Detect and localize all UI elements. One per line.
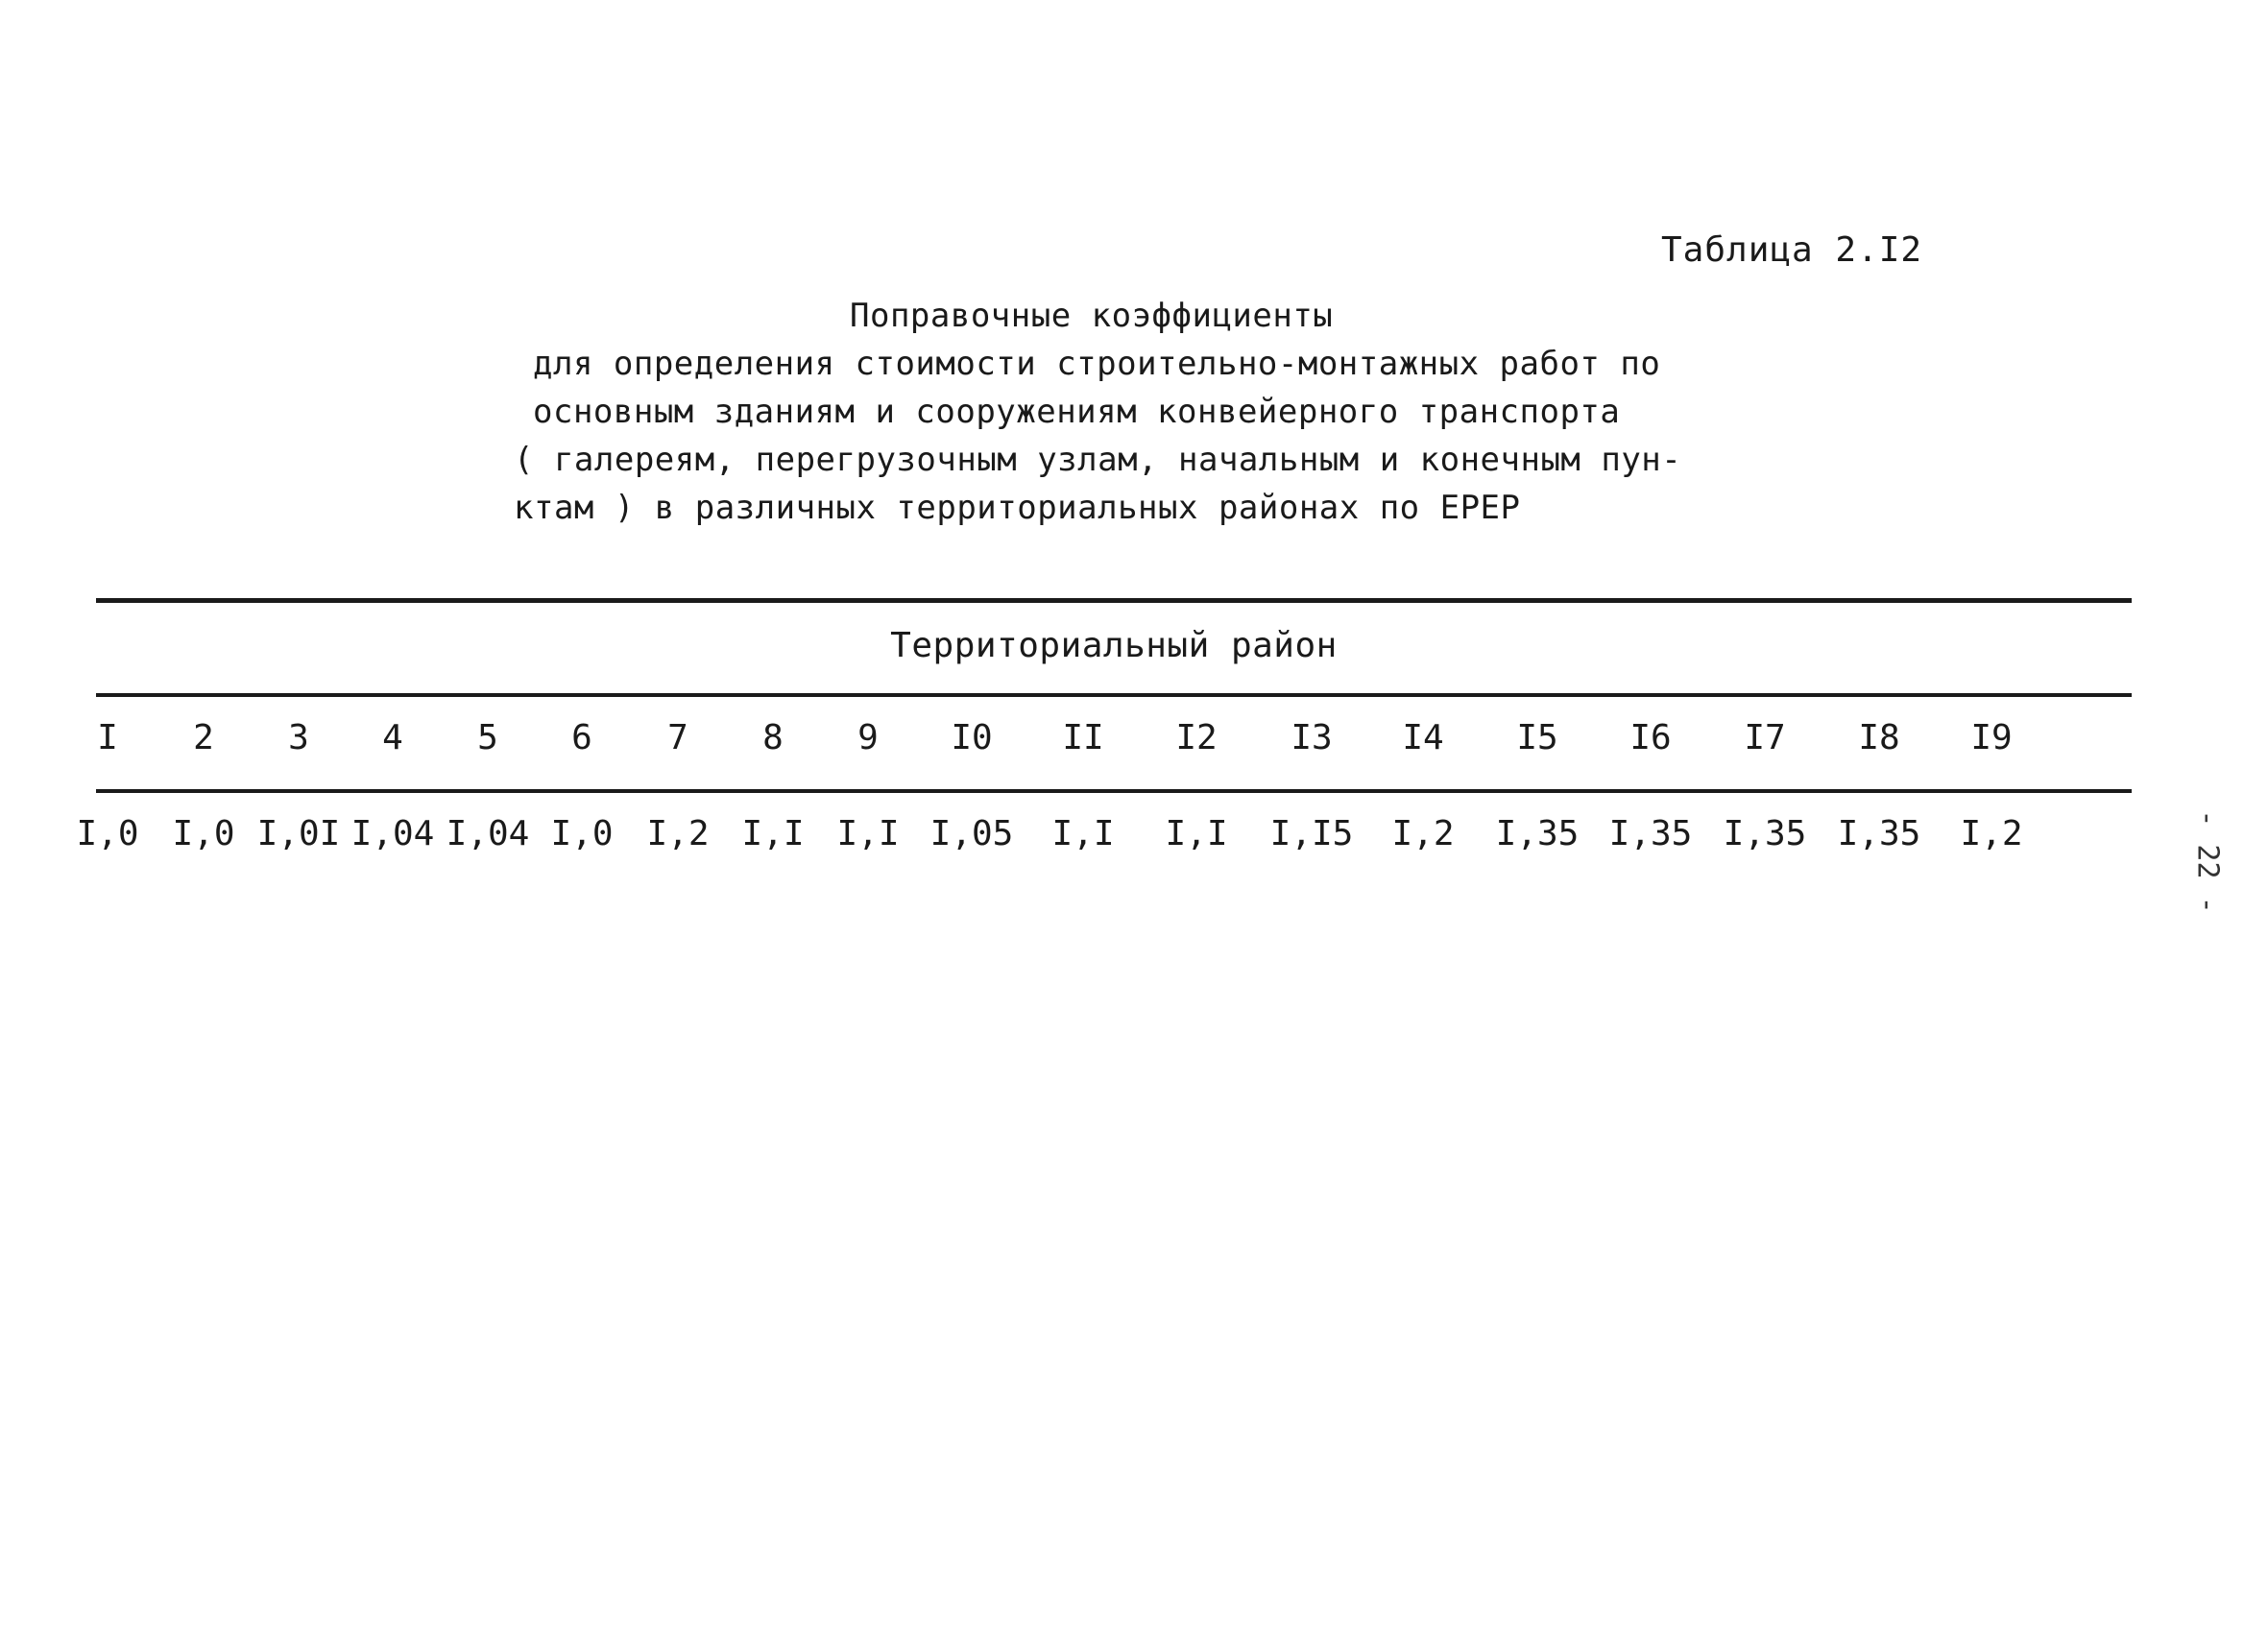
title-line-4: ( галереям, перегрузочным узлам, начальным и конечным пун- [514,441,1682,479]
coefficient-cell: I,2 [1391,814,1455,853]
title-line-3: основным зданиям и сооружениям конвейерного транспорта [533,393,1621,431]
column-header: 6 [571,718,592,757]
coefficient-cell: I,I [1051,814,1115,853]
page-number: - 22 - [2190,809,2225,914]
table-group-header: Территориальный район [890,626,1338,665]
table-label: Таблица 2.I2 [1661,230,1923,270]
coefficient-cell: I,I5 [1269,814,1354,853]
column-header: 2 [193,718,214,757]
column-header: I8 [1858,718,1900,757]
coefficient-cell: I,35 [1495,814,1580,853]
coefficient-cell: I,2 [646,814,710,853]
column-header: 7 [667,718,688,757]
title-line-1: Поправочные коэффициенты [850,297,1334,335]
column-header: I [97,718,118,757]
coefficient-cell: I,I [741,814,805,853]
column-header: I7 [1744,718,1786,757]
column-header: I5 [1516,718,1558,757]
column-header: 4 [382,718,403,757]
column-header: 3 [288,718,309,757]
coefficient-cell: I,2 [1960,814,2023,853]
coefficient-cell: I,I [1165,814,1228,853]
coefficient-cell: I,04 [350,814,435,853]
column-header: 5 [477,718,498,757]
column-header: I4 [1402,718,1444,757]
column-header: I3 [1291,718,1333,757]
coefficient-cell: I,0I [256,814,341,853]
coefficient-cell: I,35 [1837,814,1921,853]
column-header: 9 [857,718,879,757]
column-header: I6 [1629,718,1672,757]
title-line-5: ктам ) в различных территориальных районах по ЕРЕР [514,489,1521,527]
column-header: 8 [762,718,784,757]
coefficient-cell: I,05 [929,814,1014,853]
column-header: I0 [951,718,993,757]
coefficient-cell: I,35 [1723,814,1807,853]
coefficient-cell: I,04 [446,814,530,853]
column-header: I9 [1970,718,2013,757]
coefficient-cell: I,0 [76,814,139,853]
header-rule [96,693,2132,697]
column-header: II [1062,718,1104,757]
table-top-rule [96,598,2132,603]
values-rule [96,789,2132,793]
coefficient-cell: I,35 [1608,814,1693,853]
title-line-2: для определения стоимости строительно-монтажных работ по [533,345,1661,383]
coefficient-cell: I,0 [550,814,614,853]
coefficient-cell: I,0 [172,814,235,853]
coefficient-cell: I,I [836,814,900,853]
column-header: I2 [1175,718,1218,757]
